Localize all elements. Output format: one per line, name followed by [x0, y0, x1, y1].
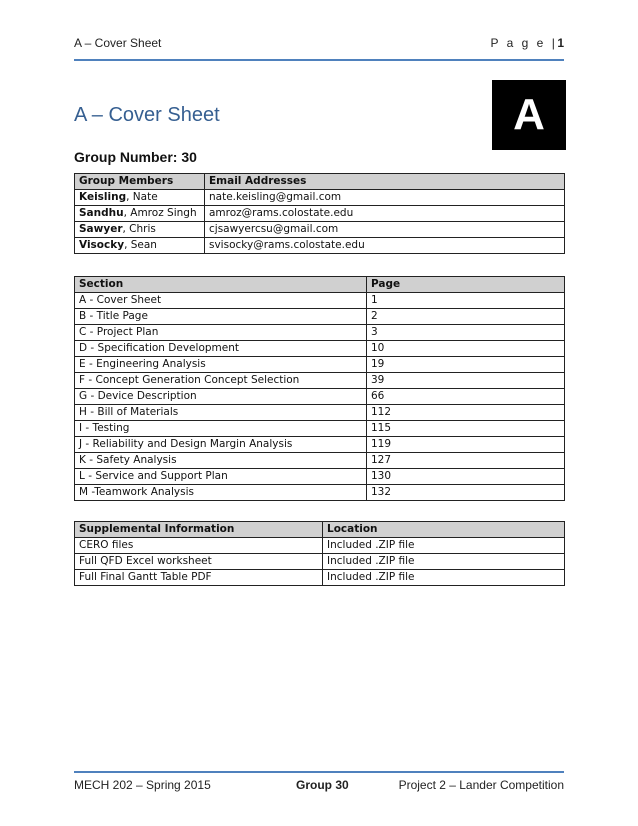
member-last-name: Sandhu [79, 207, 124, 219]
section-name: C - Project Plan [75, 325, 367, 341]
members-header-row [75, 174, 565, 190]
members-header-name: Group Members [75, 174, 205, 190]
section-page: 115 [367, 421, 565, 437]
section-page: 19 [367, 357, 565, 373]
member-name [75, 206, 205, 222]
supplemental-table [74, 521, 565, 586]
footer-course: MECH 202 – Spring 2015 [74, 778, 211, 792]
table-row [75, 485, 565, 501]
supplemental-header-location: Location [323, 522, 565, 538]
section-page: 10 [367, 341, 565, 357]
member-name [75, 238, 205, 254]
member-last-name: Sawyer [79, 223, 123, 235]
sections-header-section: Section [75, 277, 367, 293]
table-row [75, 238, 565, 254]
supplemental-location: Included .ZIP file [323, 554, 565, 570]
footer-group: Group 30 [296, 778, 349, 792]
member-name [75, 190, 205, 206]
table-row [75, 453, 565, 469]
table-row [75, 421, 565, 437]
table-row [75, 570, 565, 586]
page-title: A – Cover Sheet [74, 104, 220, 126]
section-letter-badge: A [492, 80, 566, 150]
header-page-number: 1 [557, 36, 564, 50]
table-row [75, 373, 565, 389]
member-email: nate.keisling@gmail.com [205, 190, 565, 206]
header-separator: | [551, 36, 558, 50]
section-name: H - Bill of Materials [75, 405, 367, 421]
members-table [74, 173, 565, 254]
sections-table [74, 276, 565, 501]
supplemental-info: Full QFD Excel worksheet [75, 554, 323, 570]
supplemental-header-row [75, 522, 565, 538]
supplemental-info: Full Final Gantt Table PDF [75, 570, 323, 586]
header-section-title: A – Cover Sheet [74, 36, 162, 50]
member-email: amroz@rams.colostate.edu [205, 206, 565, 222]
member-last-name: Keisling [79, 191, 127, 203]
section-page: 39 [367, 373, 565, 389]
member-email: svisocky@rams.colostate.edu [205, 238, 565, 254]
table-row [75, 538, 565, 554]
section-page: 119 [367, 437, 565, 453]
table-row [75, 341, 565, 357]
group-number: Group Number: 30 [74, 149, 197, 165]
section-page: 130 [367, 469, 565, 485]
supplemental-header-info: Supplemental Information [75, 522, 323, 538]
sections-header-row [75, 277, 565, 293]
members-header-email: Email Addresses [205, 174, 565, 190]
footer-project: Project 2 – Lander Competition [398, 778, 564, 792]
section-name: K - Safety Analysis [75, 453, 367, 469]
section-name: A - Cover Sheet [75, 293, 367, 309]
section-page: 112 [367, 405, 565, 421]
section-name: E - Engineering Analysis [75, 357, 367, 373]
section-name: M -Teamwork Analysis [75, 485, 367, 501]
table-row [75, 190, 565, 206]
table-row [75, 405, 565, 421]
header-rule [74, 59, 564, 61]
member-email: cjsawyercsu@gmail.com [205, 222, 565, 238]
table-row [75, 437, 565, 453]
section-page: 2 [367, 309, 565, 325]
section-page: 3 [367, 325, 565, 341]
footer-rule [74, 771, 564, 773]
table-row [75, 389, 565, 405]
supplemental-info: CERO files [75, 538, 323, 554]
member-first-name: , Sean [124, 239, 157, 251]
table-row [75, 554, 565, 570]
member-first-name: , Nate [126, 191, 158, 203]
member-name [75, 222, 205, 238]
table-row [75, 357, 565, 373]
table-row [75, 206, 565, 222]
member-last-name: Visocky [79, 239, 125, 251]
table-row [75, 309, 565, 325]
section-name: J - Reliability and Design Margin Analysis [75, 437, 367, 453]
section-name: D - Specification Development [75, 341, 367, 357]
section-name: I - Testing [75, 421, 367, 437]
supplemental-location: Included .ZIP file [323, 538, 565, 554]
table-row [75, 469, 565, 485]
supplemental-location: Included .ZIP file [323, 570, 565, 586]
section-name: G - Device Description [75, 389, 367, 405]
member-first-name: , Chris [122, 223, 156, 235]
section-name: B - Title Page [75, 309, 367, 325]
section-page: 127 [367, 453, 565, 469]
header-page-indicator [491, 36, 564, 50]
section-name: L - Service and Support Plan [75, 469, 367, 485]
section-page: 1 [367, 293, 565, 309]
sections-header-page: Page [367, 277, 565, 293]
section-page: 132 [367, 485, 565, 501]
header-page-label: P a g e [490, 36, 546, 50]
table-row [75, 222, 565, 238]
section-page: 66 [367, 389, 565, 405]
member-first-name: , Amroz Singh [123, 207, 197, 219]
table-row [75, 325, 565, 341]
section-name: F - Concept Generation Concept Selection [75, 373, 367, 389]
table-row [75, 293, 565, 309]
